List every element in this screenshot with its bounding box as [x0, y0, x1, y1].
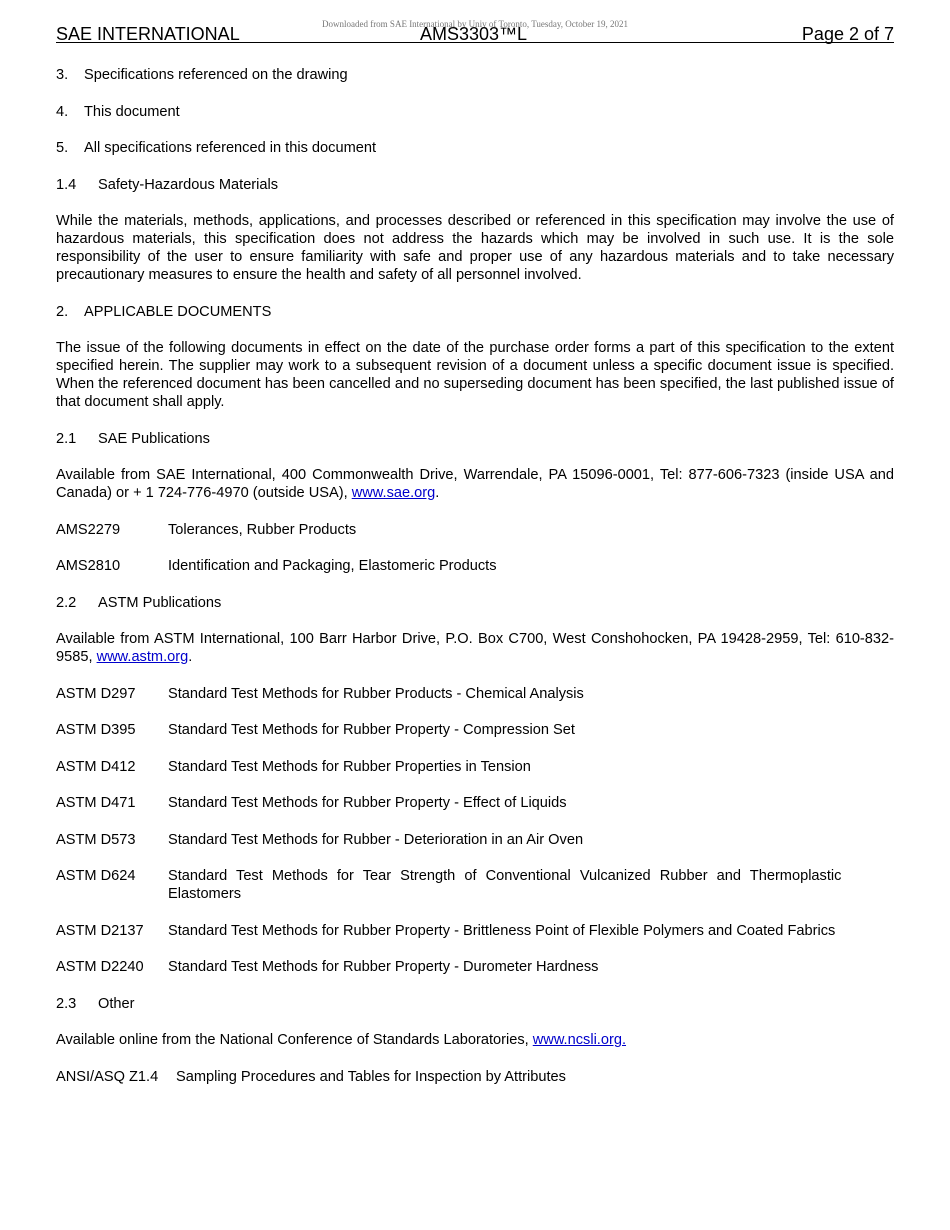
list-item [56, 139, 894, 157]
reference-row [56, 867, 894, 903]
section-title: ASTM Publications [98, 594, 222, 611]
document-body [56, 66, 894, 1104]
astm-availability-paragraph [56, 630, 894, 666]
applicable-documents-paragraph: The issue of the following documents in effect on the date of the purchase order forms a part of this specification to the extent specified herein. The supplier may work to a subsequent revision of a document unless a specific document issue is specified. When the referenced document has been cancelled and no superseding document has been specified, the last published issue of that document shall apply. [56, 340, 894, 410]
section-heading-2-2 [56, 594, 894, 612]
reference-title: Standard Test Methods for Rubber Property - Compression Set [168, 722, 575, 738]
reference-code: ANSI/ASQ Z1.4 [56, 1068, 159, 1085]
section-heading-2 [56, 303, 894, 321]
reference-row [56, 958, 894, 976]
sae-availability-paragraph [56, 466, 894, 502]
reference-row [56, 831, 894, 849]
other-availability-paragraph [56, 1031, 894, 1049]
list-number: 4. [56, 103, 69, 120]
reference-title: Standard Test Methods for Rubber Properties in Tension [168, 758, 531, 775]
reference-row [56, 557, 894, 575]
reference-code: ASTM D412 [56, 758, 136, 775]
reference-code: ASTM D2240 [56, 959, 144, 975]
reference-row [56, 922, 894, 940]
section-number: 2.3 [56, 995, 77, 1012]
reference-code: ASTM D297 [56, 685, 136, 702]
reference-title: Standard Test Methods for Tear Strength of Conventional Vulcanized Rubber and Thermoplastic Elastomers [168, 868, 842, 902]
section-number: 2. [56, 303, 69, 320]
reference-code: ASTM D624 [56, 868, 136, 884]
list-text: All specifications referenced in this document [84, 140, 377, 156]
section-title: Safety-Hazardous Materials [98, 176, 279, 193]
list-number: 3. [56, 67, 69, 83]
header-org: SAE INTERNATIONAL [56, 24, 240, 44]
list-item [56, 66, 894, 84]
reference-title: Tolerances, Rubber Products [168, 521, 357, 538]
sae-availability-text: Available from SAE International, 400 Commonwealth Drive, Warrendale, PA 15096-0001, Tel: 877-606-7323 (inside USA and Canada) or + 1 724-776-4970 (outside USA), [56, 467, 894, 501]
reference-title: Identification and Packaging, Elastomeric Products [168, 558, 497, 574]
section-title: Other [98, 995, 135, 1012]
astm-availability-text: Available from ASTM International, 100 Barr Harbor Drive, P.O. Box C700, West Conshohocken, PA 19428-2959, Tel: 610-832-9585, [56, 631, 894, 665]
header-doc-id: AMS3303™L [420, 24, 528, 44]
reference-code: AMS2279 [56, 521, 121, 538]
list-text: This document [84, 103, 180, 120]
reference-row [56, 721, 894, 739]
reference-row [56, 521, 894, 539]
period: . [188, 649, 193, 665]
reference-title: Standard Test Methods for Rubber Products - Chemical Analysis [168, 685, 584, 702]
reference-code: ASTM D573 [56, 831, 136, 848]
other-availability-text: Available online from the National Conference of Standards Laboratories, [56, 1032, 533, 1048]
reference-title: Standard Test Methods for Rubber Property - Brittleness Point of Flexible Polymers and Coated Fabrics [168, 922, 836, 939]
reference-code: ASTM D395 [56, 722, 136, 738]
safety-paragraph: While the materials, methods, applications, and processes described or referenced in this specification may involve the use of hazardous materials, this specification does not address the hazards which may be involved in such use. It is the sole responsibility of the user to ensure familiarity with safe and proper use of any hazardous materials and to take necessary precautionary measures to ensure the health and safety of all personnel involved. [56, 213, 894, 283]
reference-title: Standard Test Methods for Rubber - Deterioration in an Air Oven [168, 831, 584, 848]
reference-code: AMS2810 [56, 558, 121, 574]
reference-code: ASTM D2137 [56, 922, 144, 939]
section-number: 2.1 [56, 430, 77, 447]
reference-code: ASTM D471 [56, 795, 136, 811]
section-title: SAE Publications [98, 430, 210, 447]
section-heading-1-4 [56, 176, 894, 194]
list-item [56, 103, 894, 121]
section-heading-2-3 [56, 995, 894, 1013]
reference-title: Standard Test Methods for Rubber Property - Effect of Liquids [168, 795, 567, 811]
section-title: APPLICABLE DOCUMENTS [84, 303, 272, 320]
reference-row [56, 1068, 894, 1086]
page-header [56, 22, 894, 43]
period: . [435, 485, 440, 501]
download-watermark: Downloaded from SAE International by Univ of Toronto, Tuesday, October 19, 2021 [321, 19, 629, 29]
section-number: 1.4 [56, 176, 77, 193]
header-page-number: Page 2 of 7 [801, 24, 894, 44]
sae-website-link[interactable]: www.sae.org [351, 485, 436, 501]
section-number: 2.2 [56, 594, 77, 611]
reference-title: Sampling Procedures and Tables for Inspection by Attributes [176, 1068, 566, 1085]
astm-website-link[interactable]: www.astm.org [96, 649, 189, 665]
ncsli-website-link[interactable]: www.ncsli.org. [532, 1032, 627, 1048]
reference-title: Standard Test Methods for Rubber Property - Durometer Hardness [168, 959, 599, 975]
list-number: 5. [56, 140, 69, 156]
reference-row [56, 758, 894, 776]
list-text: Specifications referenced on the drawing [84, 67, 348, 83]
reference-row [56, 794, 894, 812]
reference-row [56, 685, 894, 703]
section-heading-2-1 [56, 430, 894, 448]
